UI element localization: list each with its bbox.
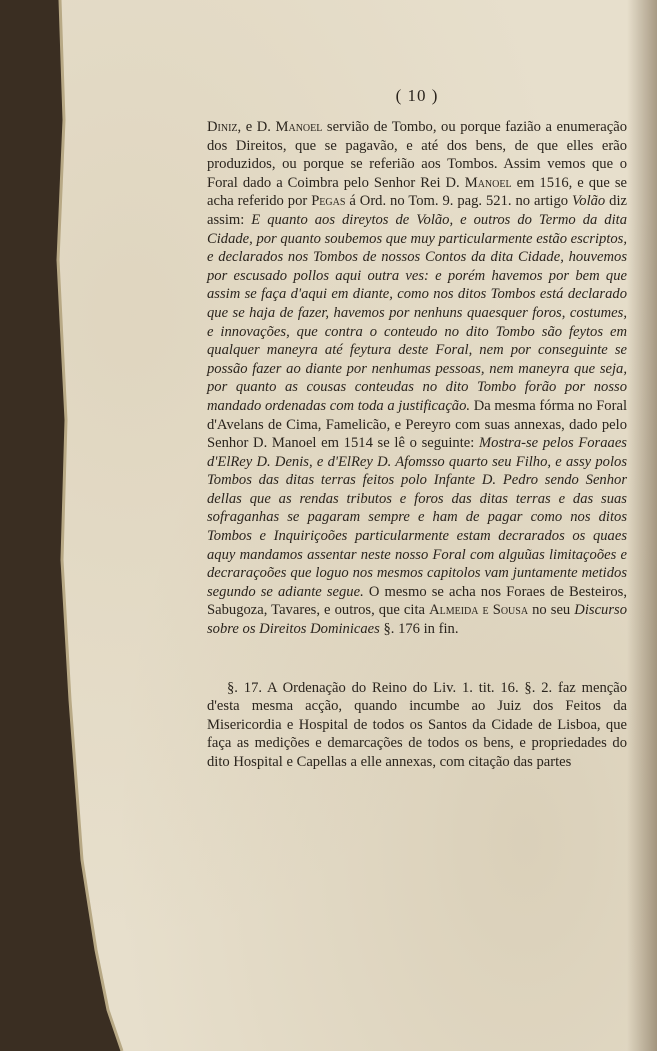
paragraph-1-run: Pegas (311, 193, 346, 210)
paragraph-1-run: §. 176 in fin. (379, 621, 459, 638)
paragraph-1-run: Manoel (275, 119, 323, 135)
paragraph-2-run: §. 17. A Ordenação do Reino do Liv. 1. tit. 16. §. 2. faz menção d'esta mesma acção, quando incumbe ao Juiz dos Feitos da Misericordia e Hospital de todos os Santos da Cidade de Lisboa, que faça as medições e demarcações de todos os bens, e propriedades do dito Hospital e Capellas a elle annexas, com citação das partes (207, 679, 627, 770)
paragraph-1-run: Discurso sobre os Direitos Dominicaes (207, 602, 627, 638)
paragraph-1 (207, 118, 627, 639)
paragraph-1-run: O mesmo se acha nos Foraes de Besteiros, Sabugoza, Tavares, e outros, que cita (207, 583, 627, 619)
paragraph-1-run: Volão (571, 193, 606, 210)
paragraph-1-run: no seu (528, 602, 575, 619)
paragraph-1-run: Manoel (464, 174, 512, 191)
paragraph-1-run: á Ord. no Tom. 9. pag. 521. no artigo (345, 193, 572, 210)
paragraph-1-run: E quanto aos direytos de Volão, e outros do Termo da dita Cidade, por quanto soubemos que muy particularmente estão escriptos, e declarados nos Tombos de nossos Contos da dita Cidade, houvemos por escusado pollos aqui outra ves: e porém havemos por bem que assim se faça d'aqui em diante, como nos ditos Tombos está declarado que se haja de fazer, havemos por nenhuns quaesquer foros, costumes, e innovações, que contra o conteudo no dito Tombo são feytos em qualquer maneyra até feytura deste Foral, nem por conseguinte se possão fazer ao diante por nenhumas pessoas, nem maneyra que seja, por quanto as cousas conteudas no dito Tombo forão por nosso mandado ordenadas com toda a justificação. (207, 211, 627, 414)
paragraph-1-run: Almeida e Sousa (429, 602, 529, 619)
paragraph-1-run: diz assim: (207, 193, 628, 228)
paragraph-1-run: Da mesma fórma no Foral d'Avelans de Cima, Famelicão, e Pereyro com suas annexas, dado pelo Senhor D. Manoel em 1514 se lê o seguinte: (207, 397, 627, 452)
torn-page-edge (0, 0, 130, 1051)
paragraph-1-run: Mostra-se pelos Foraaes d'ElRey D. Denis, e d'ElRey D. Afomsso quarto seu Filho, e assy polos Tombos das ditas terras feitos polo Infante D. Pedro sendo Senhor dellas que as rendas tributos e foros das ditas terras e das suas sofraganhas se pagaram sempre e ham de pagar como nos ditos Tombos e Inquiriçoões particularmente estam decrarados os quaes aquy mandamos assentar neste nosso Foral com alguũas limitaçoões e decraraçoões que loguo nos mesmos capitolos vam juntamente metidos segundo se adiante segue. (207, 435, 627, 600)
page-content (207, 86, 627, 772)
paragraph-1-run: , e D. (237, 119, 276, 135)
paragraph-2-section-17 (207, 679, 627, 772)
page-number: ( 10 ) (395, 86, 439, 105)
binding-shadow (627, 0, 657, 1051)
paragraph-1-run: servião de Tombo, ou porque fazião a enumeração dos Direitos, que se pagavão, e até dos bens, de que elles erão produzidos, ou porque se referião aos Tombos. Assim vemos que o Foral dado a Coimbra pelo Senhor Rei D. (207, 119, 627, 191)
paragraph-1-run: em 1516, e que se acha referido por (207, 174, 627, 210)
paragraph-1-run: Diniz (207, 119, 238, 135)
